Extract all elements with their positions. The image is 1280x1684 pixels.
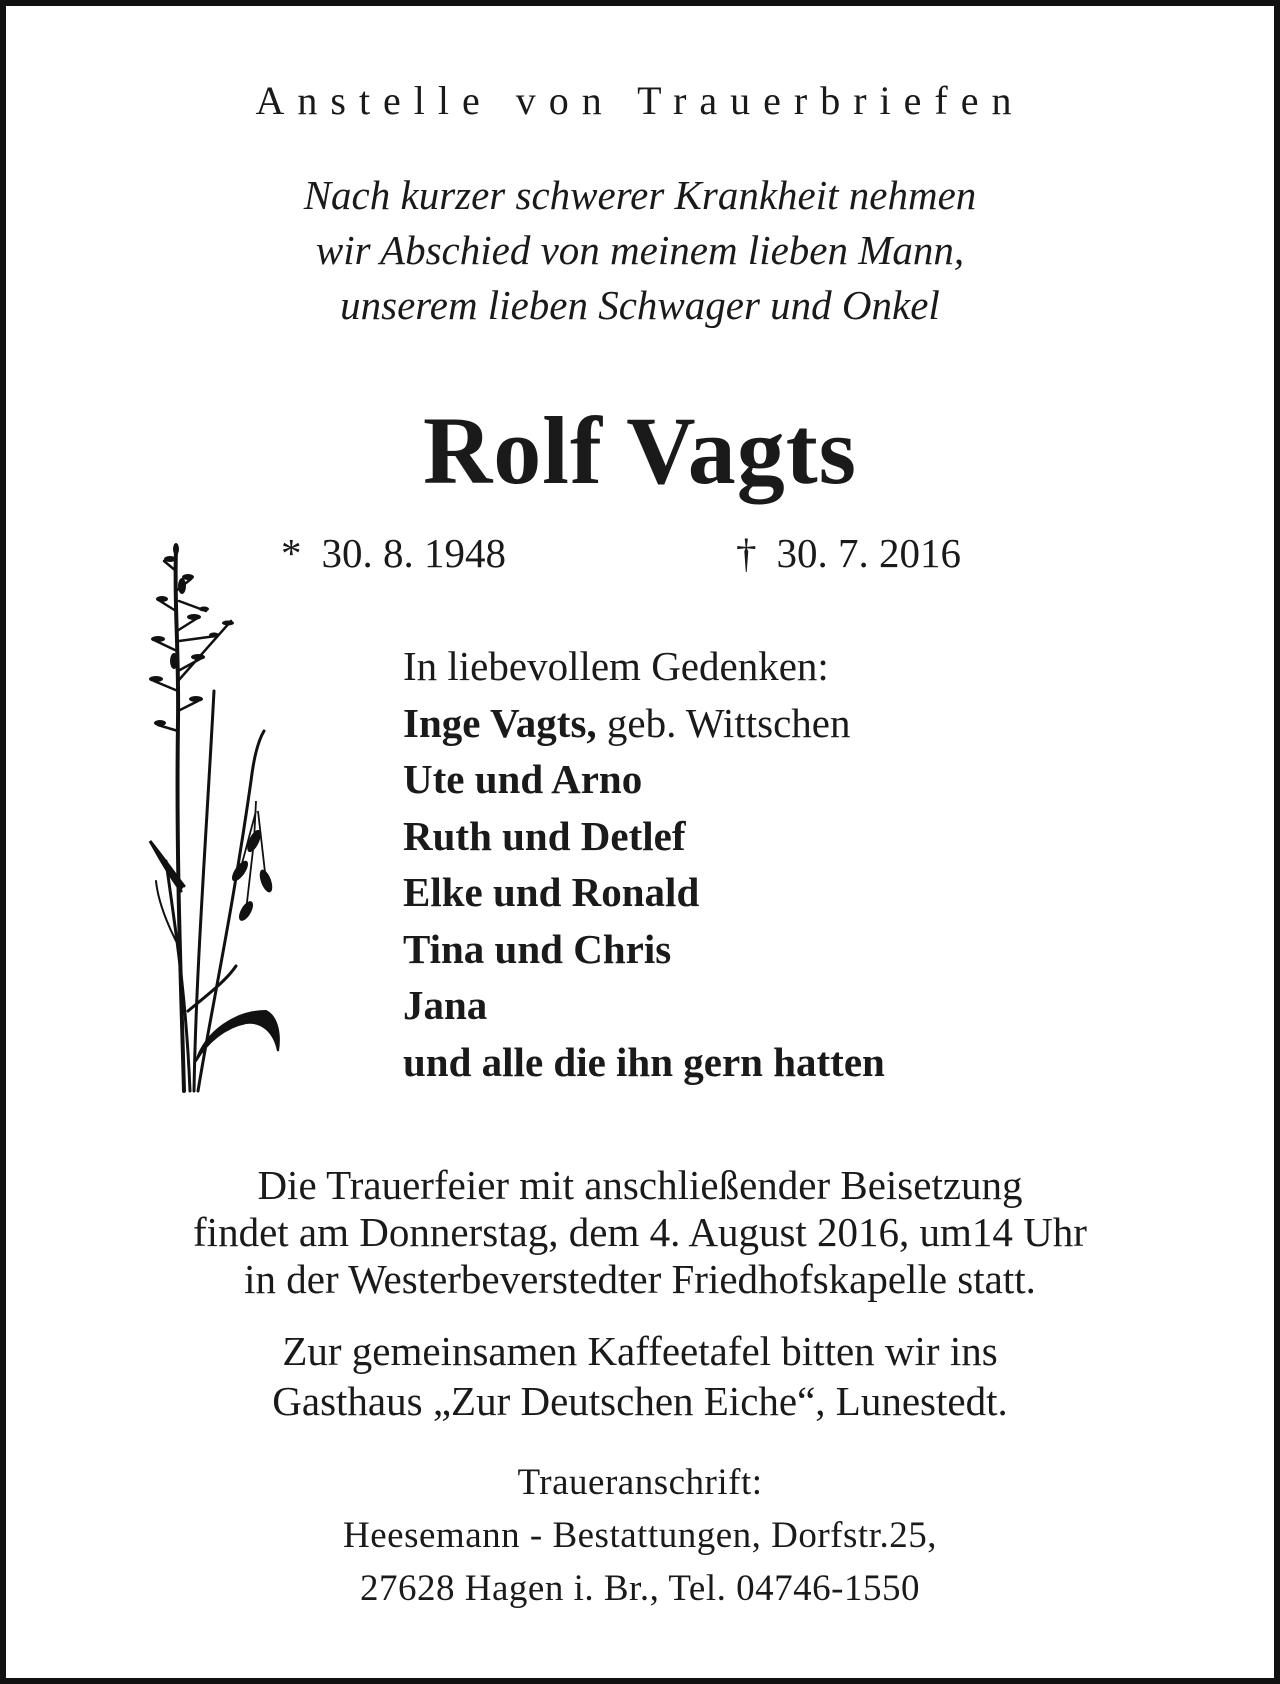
mourners-list: [403, 638, 885, 1090]
mourner-name: Ruth und Detlef: [403, 812, 686, 859]
coffee-info: [6, 1326, 1274, 1426]
mourner-name: Tina und Chris: [403, 925, 672, 972]
coffee-line-2: Gasthaus „Zur Deutschen Eiche“, Lunestedt.: [272, 1378, 1008, 1424]
intro-text: [6, 168, 1274, 333]
address-label: Traueranschrift:: [517, 1462, 763, 1503]
birth-symbol: *: [281, 530, 302, 576]
header-line: Anstelle von Trauerbriefen: [255, 78, 1025, 123]
intro-line-2: wir Abschied von meinem lieben Mann,: [315, 227, 965, 273]
service-line-3: in der Westerbeverstedter Friedhofskapelle statt.: [244, 1256, 1036, 1302]
intro-line-3: unserem lieben Schwager und Onkel: [340, 282, 940, 328]
mourner-first-name: Inge Vagts,: [403, 699, 597, 746]
death-date-line: [736, 528, 961, 578]
birth-date: 30. 8. 1948: [321, 530, 506, 576]
service-line-2: findet am Donnerstag, dem 4. August 2016, um14 Uhr: [193, 1209, 1087, 1255]
grass-plant-icon: [136, 541, 296, 1096]
mourner-name: Ute und Arno: [403, 756, 643, 802]
mourner-first-maiden: geb. Wittschen: [596, 699, 851, 746]
birth-date-line: [281, 528, 506, 578]
service-info: [6, 1162, 1274, 1303]
deceased-name: Rolf Vagts: [422, 397, 858, 504]
mourners-heading: In liebevollem Gedenken:: [403, 643, 829, 689]
mourner-name: Elke und Ronald: [403, 869, 700, 915]
mourning-address: [6, 1456, 1274, 1615]
death-date: 30. 7. 2016: [776, 530, 961, 576]
address-line-1: Heesemann - Bestattungen, Dorfstr.25,: [343, 1515, 937, 1556]
intro-line-1: Nach kurzer schwerer Krankheit nehmen: [303, 172, 977, 218]
address-line-2: 27628 Hagen i. Br., Tel. 04746-1550: [360, 1568, 920, 1609]
mourner-closing: und alle die ihn gern hatten: [403, 1038, 885, 1085]
coffee-line-1: Zur gemeinsamen Kaffeetafel bitten wir ins: [282, 1328, 998, 1374]
mourner-name: Jana: [403, 982, 488, 1028]
service-line-1: Die Trauerfeier mit anschließender Beisetzung: [257, 1162, 1023, 1208]
mourner-first: [403, 695, 885, 752]
cross-icon: †: [736, 530, 757, 576]
